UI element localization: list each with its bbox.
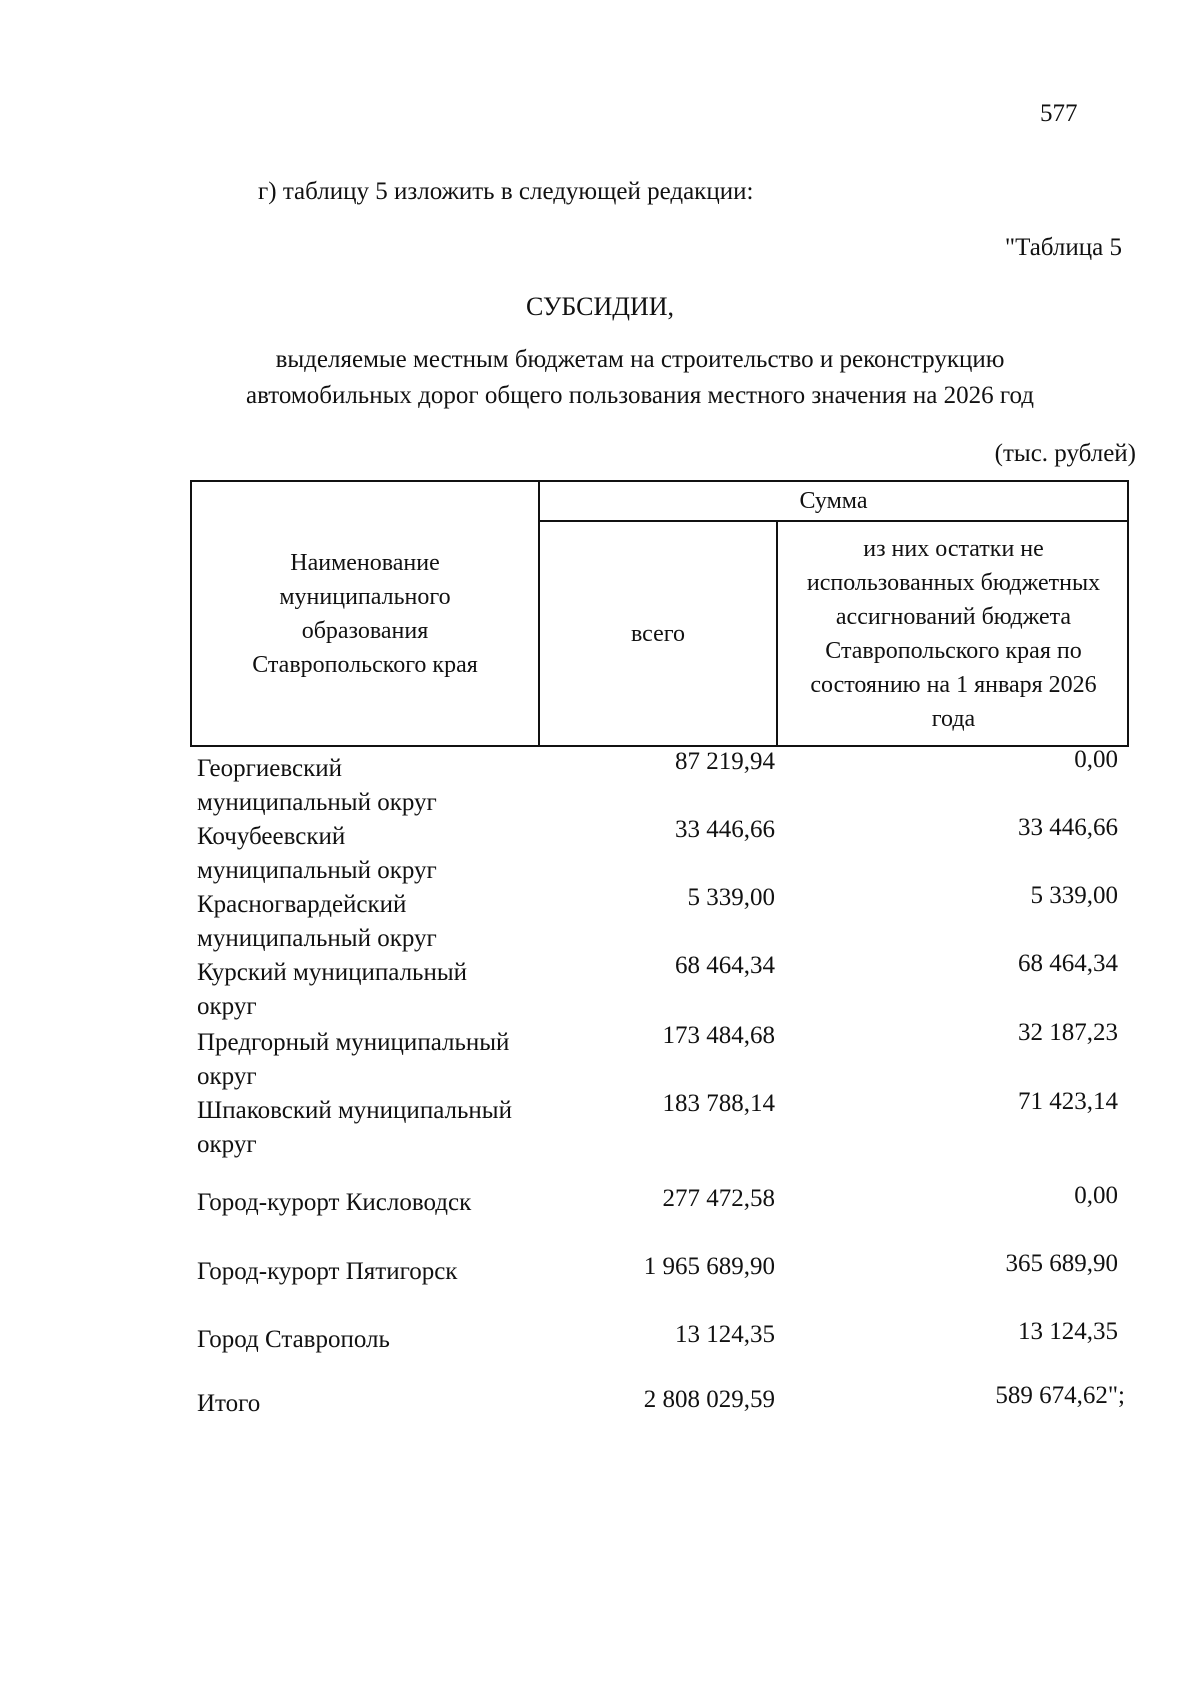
row-remain: 0,00	[1074, 1182, 1118, 1209]
row-name: Шпаковский муниципальный округ	[197, 1097, 512, 1158]
total-row-remain: 589 674,62";	[995, 1382, 1125, 1409]
row-name: Город-курорт Кисловодск	[197, 1189, 472, 1216]
row-remain: 365 689,90	[1005, 1250, 1118, 1277]
row-name: Предгорный муниципальный округ	[197, 1029, 510, 1090]
row-remain: 0,00	[1074, 746, 1118, 773]
row-total: 68 464,34	[675, 952, 775, 979]
row-name: Георгиевский муниципальный округ	[197, 755, 437, 816]
row-name: Город Ставрополь	[197, 1326, 390, 1353]
units-label: (тыс. рублей)	[994, 440, 1136, 467]
total-row-name: Итого	[197, 1390, 261, 1417]
row-name: Город-курорт Пятигорск	[197, 1258, 458, 1285]
row-total: 173 484,68	[662, 1022, 775, 1049]
row-remain: 71 423,14	[1018, 1088, 1118, 1115]
row-total: 87 219,94	[675, 748, 775, 775]
row-remain: 32 187,23	[1018, 1019, 1118, 1046]
table-header	[190, 480, 1129, 747]
row-total: 1 965 689,90	[643, 1253, 775, 1280]
subtitle-line-2: автомобильных дорог общего пользования местного значения на 2026 год	[246, 382, 1034, 409]
row-remain: 13 124,35	[1018, 1318, 1118, 1345]
intro-text: г) таблицу 5 изложить в следующей редакции:	[258, 178, 754, 205]
row-name: Красногвардейский муниципальный округ	[197, 891, 437, 952]
row-total: 33 446,66	[675, 816, 775, 843]
row-remain: 68 464,34	[1018, 950, 1118, 977]
header-total-column: всего	[630, 620, 686, 647]
row-total: 5 339,00	[687, 884, 775, 911]
subtitle-line-1: выделяемые местным бюджетам на строительство и реконструкцию	[275, 346, 1005, 373]
row-total: 13 124,35	[675, 1321, 775, 1348]
row-name: Кочубеевский муниципальный округ	[197, 823, 437, 884]
row-name: Курский муниципальный округ	[197, 959, 468, 1020]
document-subtitle	[200, 342, 1080, 414]
total-row-total: 2 808 029,59	[643, 1386, 775, 1413]
table-label: "Таблица 5	[1004, 234, 1122, 261]
row-remain: 33 446,66	[1018, 814, 1118, 841]
header-sum-group: Сумма	[799, 488, 868, 514]
row-total: 277 472,58	[662, 1185, 775, 1212]
row-remain: 5 339,00	[1030, 882, 1118, 909]
document-title: СУБСИДИИ,	[525, 292, 675, 321]
header-remain-column: из них остатки не использованных бюджетных ассигнований бюджета Ставропольского края по состоянию на 1 января 2026 года	[806, 535, 1101, 732]
row-total: 183 788,14	[662, 1090, 775, 1117]
header-name-column: Наименование муниципального образования Ставропольского края	[252, 549, 478, 678]
page-number: 577	[1040, 100, 1078, 127]
